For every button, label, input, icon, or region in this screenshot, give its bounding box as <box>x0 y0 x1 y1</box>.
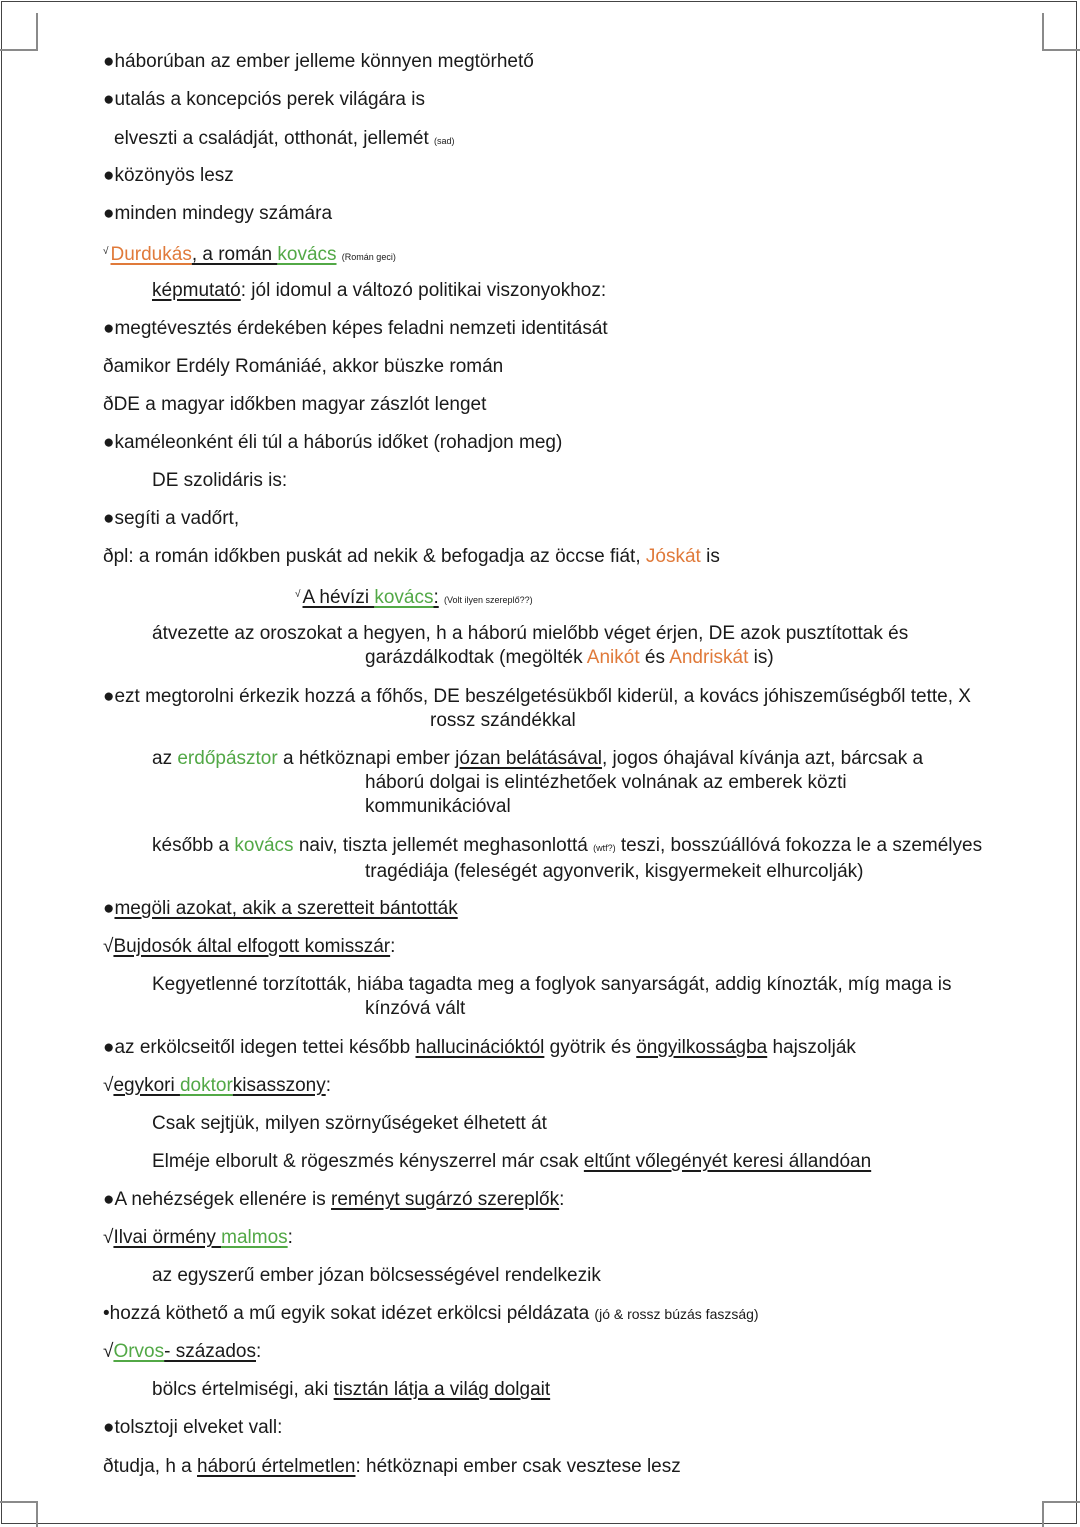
character-heading-durdukas: √ Durdukás, a román kovács (Román geci) <box>103 244 396 265</box>
crop-mark-top-left <box>0 13 38 51</box>
note-line: ●közönyös lesz <box>103 165 234 186</box>
note-line: ●A nehézségek ellenére is reményt sugárzó szereplők: <box>103 1189 565 1210</box>
note-line: ●megöli azokat, akik a szeretteit bántották <box>103 898 458 919</box>
character-heading-orvos-szazados: √Orvos- százados: <box>103 1341 262 1362</box>
note-line: ðamikor Erdély Romániáé, akkor büszke román <box>103 356 504 377</box>
note-line: •hozzá köthető a mű egyik sokat idézet erkölcsi példázata (jó & rossz búzás faszság) <box>103 1303 759 1324</box>
character-heading-malmos: √Ilvai örmény malmos: <box>103 1227 293 1248</box>
note-line: az egyszerű ember józan bölcsességével rendelkezik <box>152 1265 601 1286</box>
note-line: ðDE a magyar időkben magyar zászlót lenget <box>103 394 487 415</box>
note-paragraph: az erdőpásztor a hétköznapi ember józan belátásával, jogos óhajával kívánja azt, bárcsak a háború dolgai is elintézhetőek volnának az emberek közti kommunikációval <box>152 748 924 817</box>
note-line: Elméje elborult & rögeszmés kényszerrel már csak eltűnt vőlegényét keresi állandóan <box>152 1151 872 1172</box>
note-line: ●az erkölcseitől idegen tettei később hallucinációktól gyötrik és öngyilkosságba hajszolják <box>103 1037 856 1058</box>
note-line: ●megtévesztés érdekében képes feladni nemzeti identitását <box>103 318 608 339</box>
note-line: ●kaméleonként éli túl a háborús időket (rohadjon meg) <box>103 432 563 453</box>
note-line: ●háborúban az ember jelleme könnyen megtörhető <box>103 51 534 72</box>
note-line: Csak sejtjük, milyen szörnyűségeket élhetett át <box>152 1113 547 1134</box>
note-line: ðpl: a román időkben puskát ad nekik & befogadja az öccse fiát, Jóskát is <box>103 546 720 567</box>
note-line: ●minden mindegy számára <box>103 203 333 224</box>
crop-mark-bottom-left <box>0 1501 38 1527</box>
crop-mark-top-right <box>1042 13 1080 51</box>
note-line: bölcs értelmiségi, aki tisztán látja a világ dolgait <box>152 1379 551 1400</box>
crop-mark-bottom-right <box>1042 1501 1080 1527</box>
note-line: ●utalás a koncepciós perek világára is <box>103 89 425 110</box>
note-paragraph: Kegyetlenné torzították, hiába tagadta meg a foglyok sanyarságát, addig kínozták, míg maga is kínzóvá vált <box>152 974 952 1019</box>
character-heading-hevizi-kovacs: √ A hévízi kovács: (Volt ilyen szereplő??) <box>295 587 533 608</box>
note-paragraph: később a kovács naiv, tiszta jellemét meghasonlottá (wtf?) teszi, bosszúállóvá fokozza le a személyes tragédiája (feleségét agyonverik, kisgyermekeit elhurcolják) <box>152 835 983 882</box>
character-heading-doktorkisasszony: √egykori doktorkisasszony: <box>103 1075 331 1096</box>
character-heading-komisszar: √Bujdosók által elfogott komisszár: <box>103 936 396 957</box>
note-line: ●tolsztoji elveket vall: <box>103 1417 283 1438</box>
note-line: képmutató: jól idomul a változó politikai viszonyokhoz: <box>152 280 607 301</box>
note-line: DE szolidáris is: <box>152 470 288 491</box>
note-line: ●segíti a vadőrt, <box>103 508 240 529</box>
note-line: ðtudja, h a háború értelmetlen: hétköznapi ember csak vesztese lesz <box>103 1456 681 1477</box>
note-paragraph: átvezette az oroszokat a hegyen, h a háború mielőbb véget érjen, DE azok pusztítottak és garázdálkodtak (megölték Anikót és Andriskát is) <box>152 623 909 668</box>
note-line: elveszti a családját, otthonát, jellemét (sad) <box>114 128 455 149</box>
note-paragraph: ●ezt megtorolni érkezik hozzá a főhős, DE beszélgetésükből kiderül, a kovács jóhiszeműségből tette, X rossz szándékkal <box>103 686 971 731</box>
